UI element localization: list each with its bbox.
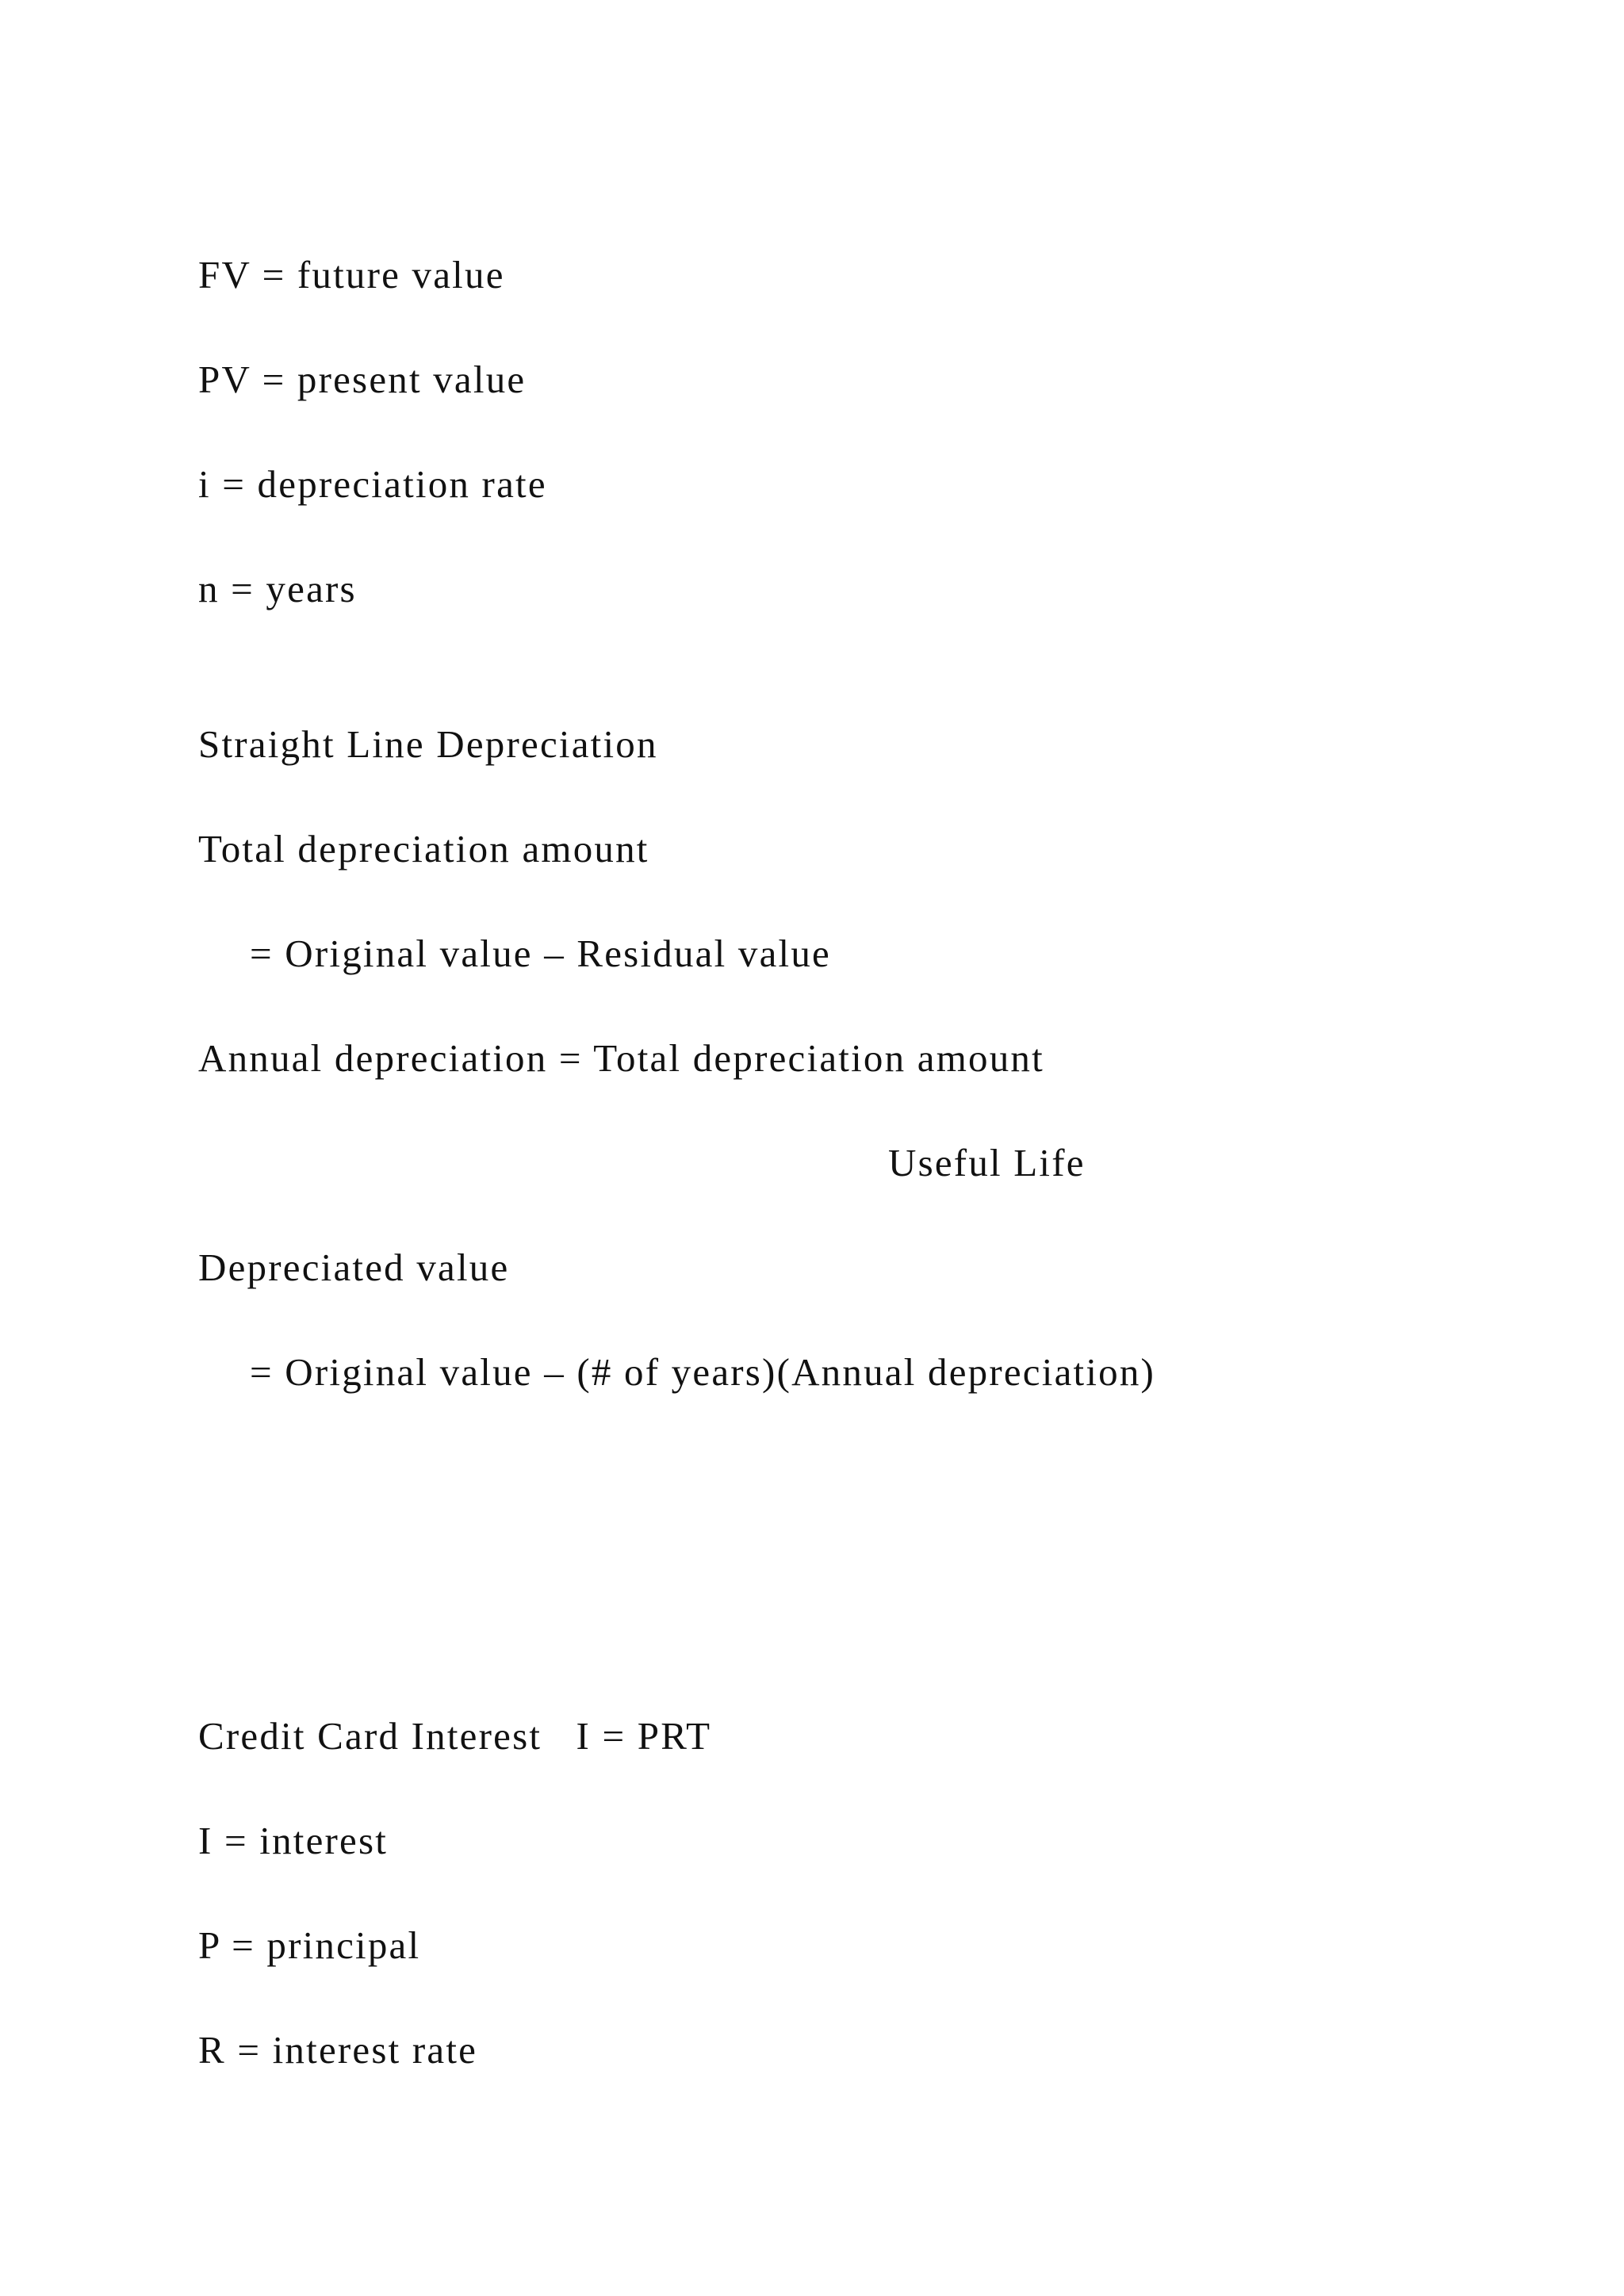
annual-depreciation-formula: Annual depreciation = Total depreciation amount xyxy=(198,1036,1044,1080)
depreciated-value-formula: = Original value – (# of years)(Annual depreciation) xyxy=(250,1350,1156,1394)
total-depreciation-label: Total depreciation amount xyxy=(198,827,649,871)
definition-interest: I = interest xyxy=(198,1819,389,1862)
annual-depreciation-denominator: Useful Life xyxy=(888,1141,1086,1184)
straight-line-heading: Straight Line Depreciation xyxy=(198,722,658,766)
definition-i: i = depreciation rate xyxy=(198,462,547,506)
total-depreciation-formula: = Original value – Residual value xyxy=(250,932,831,975)
definition-rate: R = interest rate xyxy=(198,2028,478,2072)
definition-fv: FV = future value xyxy=(198,253,505,297)
definition-n: n = years xyxy=(198,567,357,610)
depreciated-value-label: Depreciated value xyxy=(198,1246,510,1289)
credit-card-heading: Credit Card Interest I = PRT xyxy=(198,1714,712,1758)
definition-pv: PV = present value xyxy=(198,358,527,401)
definition-principal: P = principal xyxy=(198,1923,421,1967)
